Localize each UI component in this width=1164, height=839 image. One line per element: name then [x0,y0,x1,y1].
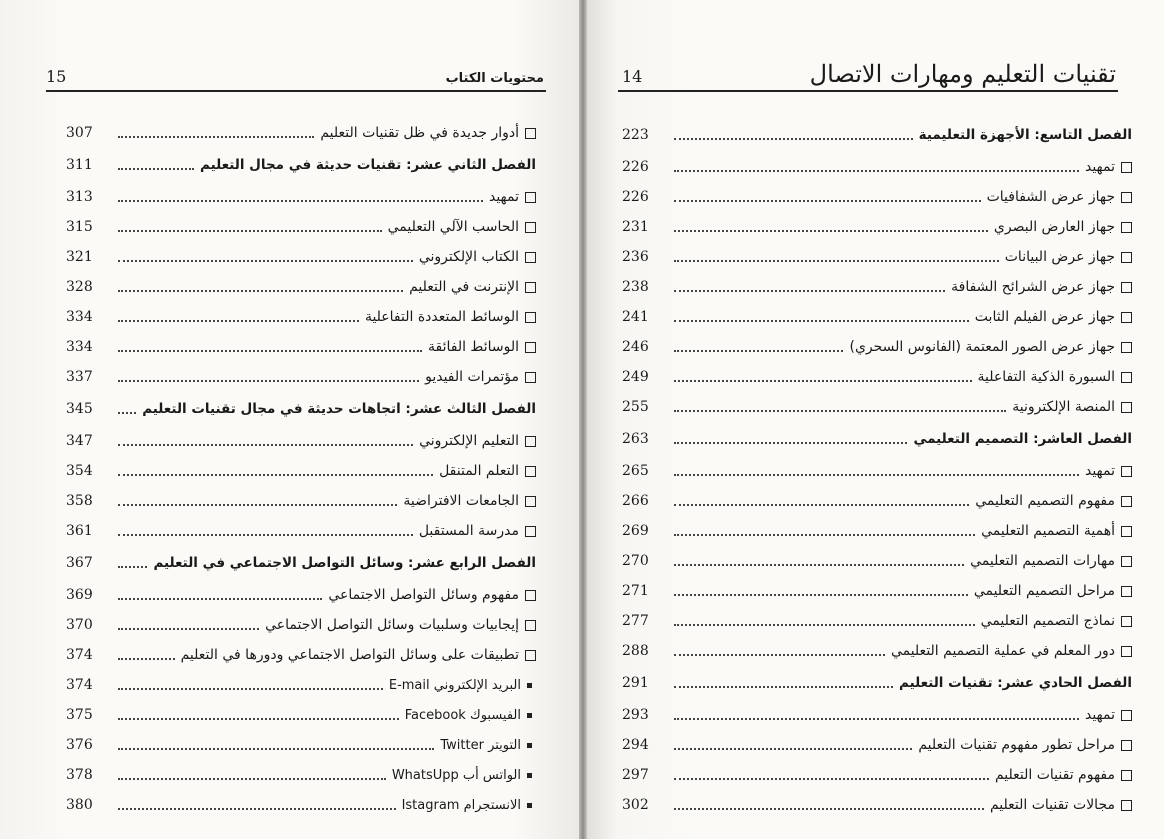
toc-entry-title: مفهوم وسائل التواصل الاجتماعي [328,587,519,603]
toc-entry-title: المنصة الإلكترونية [1012,399,1115,415]
toc-row [622,636,1132,666]
right-header [618,52,1118,92]
toc-entry-title: تمهيد [1084,707,1115,723]
toc-page-number: 263 [622,431,649,447]
toc-entry-title: الحاسب الآلي التعليمي [387,219,519,235]
dot-leader [674,594,968,596]
left-page-number: 15 [46,67,67,86]
toc-page-number: 226 [622,189,649,205]
checkbox-square-icon [525,466,536,477]
toc-entry [995,767,1132,783]
toc-entry [1085,463,1132,479]
toc-entry [1012,399,1132,415]
toc-entry [388,219,536,235]
toc-entry-title: إيجابيات وسلبيات وسائل التواصل الاجتماعي [265,617,519,633]
toc-page-number: 307 [66,125,93,141]
dot-leader [118,566,147,568]
toc-page-number: 334 [66,339,93,355]
dot-leader [674,138,913,140]
checkbox-square-icon [1121,342,1132,353]
toc-entry-title: السبورة الذكية التفاعلية [977,369,1115,385]
dot-leader [674,718,1079,720]
toc-row [622,576,1132,606]
dot-leader [118,412,136,414]
toc-page-number: 293 [622,707,649,723]
dot-leader [118,230,382,232]
checkbox-square-icon [525,650,536,661]
toc-row [66,212,536,242]
toc-page-number: 358 [66,493,93,509]
toc-entry [489,189,536,205]
toc-entry [981,523,1132,539]
toc-row [66,182,536,212]
toc-entry-title: مجالات تقنيات التعليم [989,797,1115,813]
toc-page-number: 328 [66,279,93,295]
toc-page-number: 369 [66,587,93,603]
toc-row [622,242,1132,272]
toc-entry-title: البريد الإلكتروني E-mail [388,677,521,693]
toc-entry-title: جهاز العارض البصري [993,219,1115,235]
toc-page-number: 311 [66,157,93,173]
dot-leader [118,504,397,506]
toc-entry [918,737,1132,753]
toc-row [622,760,1132,790]
toc-row [66,580,536,610]
toc-page-number: 313 [66,189,93,205]
checkbox-square-icon [1121,740,1132,751]
left-header [46,52,546,92]
dot-leader [674,442,907,444]
toc-page-number: 291 [622,675,649,691]
toc-page-number: 302 [622,797,649,813]
checkbox-square-icon [1121,710,1132,721]
toc-entry [951,279,1132,295]
right-page-number: 14 [622,67,643,86]
toc-row [66,790,536,820]
dot-leader [674,320,969,322]
toc-row [622,302,1132,332]
toc-chapter-row [66,392,536,426]
toc-row [66,760,536,790]
checkbox-square-icon [525,312,536,323]
toc-entry [365,309,536,325]
toc-entry [975,493,1132,509]
checkbox-square-icon [1121,162,1132,173]
bullet-square-icon [527,803,532,808]
toc-row [622,486,1132,516]
toc-row [622,700,1132,730]
toc-entry [153,555,536,571]
toc-row [622,362,1132,392]
toc-row [66,516,536,546]
toc-page-number: 270 [622,553,649,569]
toc-entry [974,583,1132,599]
toc-row [66,700,536,730]
toc-row [66,730,536,760]
dot-leader [674,534,975,536]
checkbox-square-icon [1121,192,1132,203]
checkbox-square-icon [1121,800,1132,811]
checkbox-square-icon [525,252,536,263]
toc-entry [899,675,1132,691]
toc-page-number: 277 [622,613,649,629]
toc-row [66,242,536,272]
toc-page-number: 241 [622,309,649,325]
checkbox-square-icon [1121,646,1132,657]
checkbox-square-icon [525,222,536,233]
toc-entry-title: مؤتمرات الفيديو [425,369,519,385]
checkbox-square-icon [1121,556,1132,567]
checkbox-square-icon [525,496,536,507]
checkbox-square-icon [525,128,536,139]
toc-row [622,332,1132,362]
checkbox-square-icon [1121,372,1132,383]
dot-leader [118,718,399,720]
toc-row [66,362,536,392]
toc-row [66,456,536,486]
toc-row [66,610,536,640]
toc-row [622,790,1132,820]
dot-leader [118,380,419,382]
toc-entry-title: الإنترنت في التعليم [409,279,519,295]
toc-entry-title: الفصل الرابع عشر: وسائل التواصل الاجتماعي في التعليم [153,555,536,571]
toc-entry [978,369,1132,385]
toc-entry [320,125,536,141]
toc-page-number: 226 [622,159,649,175]
left-toc [66,118,536,820]
toc-page-number: 238 [622,279,649,295]
toc-page-number: 380 [66,797,93,813]
toc-chapter-row [622,666,1132,700]
right-running-title: تقنيات التعليم ومهارات الاتصال [809,60,1116,88]
toc-row [66,332,536,362]
toc-page-number: 367 [66,555,93,571]
toc-page-number: 370 [66,617,93,633]
toc-page-number: 375 [66,707,93,723]
toc-entry-title: الفصل الحادي عشر: تقنيات التعليم [899,675,1132,691]
dot-leader [118,260,413,262]
dot-leader [674,380,972,382]
toc-page-number: 378 [66,767,93,783]
checkbox-square-icon [525,282,536,293]
dot-leader [118,778,386,780]
toc-entry [970,553,1132,569]
toc-entry-title: الجامعات الافتراضية [403,493,519,509]
toc-entry-title: الفصل التاسع: الأجهزة التعليمية [918,127,1132,143]
dot-leader [674,504,969,506]
toc-entry [328,587,536,603]
checkbox-square-icon [1121,586,1132,597]
dot-leader [674,230,988,232]
checkbox-square-icon [1121,282,1132,293]
dot-leader [118,320,359,322]
checkbox-square-icon [525,372,536,383]
toc-entry-title: جهاز عرض الصور المعتمة (الفانوس السحري) [849,339,1115,355]
toc-entry-title: تطبيقات على وسائل التواصل الاجتماعي ودورها في التعليم [180,647,519,663]
dot-leader [674,290,945,292]
toc-entry [389,678,536,693]
dot-leader [674,808,984,810]
toc-page-number: 266 [622,493,649,509]
right-toc [622,118,1132,820]
toc-entry [428,339,536,355]
toc-page-number: 347 [66,433,93,449]
dot-leader [674,170,1079,172]
dot-leader [674,410,1006,412]
bullet-square-icon [527,713,532,718]
toc-entry-title: الفصل الثالث عشر: اتجاهات حديثة في مجال تقنيات التعليم [142,401,536,417]
toc-row [66,640,536,670]
toc-entry [265,617,536,633]
toc-entry-title: الوسائط الفائقة [427,339,519,355]
toc-page-number: 231 [622,219,649,235]
dot-leader [118,628,259,630]
toc-entry [409,279,536,295]
toc-row [66,302,536,332]
dot-leader [118,748,434,750]
checkbox-square-icon [1121,770,1132,781]
checkbox-square-icon [1121,496,1132,507]
checkbox-square-icon [1121,312,1132,323]
toc-page-number: 376 [66,737,93,753]
toc-entry [392,768,536,783]
toc-entry-title: التعليم الإلكتروني [419,433,519,449]
toc-entry [200,157,536,173]
dot-leader [118,658,175,660]
toc-row [622,152,1132,182]
toc-entry [987,189,1132,205]
toc-entry [849,339,1132,355]
toc-row [622,516,1132,546]
toc-page-number: 321 [66,249,93,265]
dot-leader [674,778,989,780]
book-gutter [579,0,587,839]
toc-chapter-row [66,546,536,580]
toc-row [622,606,1132,636]
toc-entry-title: الانستجرام Istagram [401,797,521,813]
checkbox-square-icon [525,526,536,537]
toc-entry-title: نماذج التصميم التعليمي [980,613,1115,629]
toc-entry [891,643,1132,659]
dot-leader [674,260,999,262]
toc-page-number: 337 [66,369,93,385]
toc-entry-title: الفيسبوك Facebook [404,707,521,723]
dot-leader [118,136,314,138]
toc-row [622,392,1132,422]
dot-leader [674,474,1079,476]
dot-leader [118,444,413,446]
dot-leader [674,200,981,202]
toc-row [622,456,1132,486]
dot-leader [118,598,322,600]
left-running-title: محتويات الكتاب [445,71,544,86]
dot-leader [674,686,893,688]
dot-leader [674,654,885,656]
toc-entry-title: جهاز عرض الشفافيات [986,189,1115,205]
checkbox-square-icon [525,436,536,447]
toc-entry [419,433,536,449]
bullet-square-icon [527,743,532,748]
toc-page-number: 269 [622,523,649,539]
dot-leader [118,290,403,292]
toc-row [622,272,1132,302]
toc-row [66,426,536,456]
checkbox-square-icon [1121,526,1132,537]
toc-chapter-row [66,148,536,182]
toc-entry [981,613,1132,629]
toc-row [622,212,1132,242]
toc-entry-title: جهاز عرض الفيلم الثابت [974,309,1115,325]
toc-entry-title: الفصل الثاني عشر: تقنيات حديثة في مجال التعليم [200,157,536,173]
toc-page-number: 374 [66,647,93,663]
toc-entry [975,309,1132,325]
toc-row [66,486,536,516]
dot-leader [118,534,413,536]
dot-leader [118,168,194,170]
toc-page-number: 271 [622,583,649,599]
dot-leader [118,350,422,352]
toc-entry [919,127,1132,143]
dot-leader [674,748,912,750]
right-page [582,0,1164,839]
dot-leader [118,200,483,202]
toc-entry [181,647,536,663]
toc-entry-title: مدرسة المستقبل [418,523,519,539]
toc-entry-title: التعلم المتنقل [439,463,519,479]
dot-leader [118,688,383,690]
toc-page-number: 345 [66,401,93,417]
dot-leader [674,350,843,352]
toc-entry-title: أهمية التصميم التعليمي [981,523,1115,539]
toc-chapter-row [622,422,1132,456]
checkbox-square-icon [525,192,536,203]
toc-entry-title: التويتر Twitter [440,737,521,753]
toc-page-number: 374 [66,677,93,693]
toc-page-number: 249 [622,369,649,385]
toc-entry [990,797,1132,813]
toc-entry [1085,159,1132,175]
toc-page-number: 294 [622,737,649,753]
bullet-square-icon [527,683,532,688]
toc-entry-title: الفصل العاشر: التصميم التعليمي [913,431,1132,447]
checkbox-square-icon [525,342,536,353]
toc-page-number: 315 [66,219,93,235]
toc-row [66,272,536,302]
toc-row [66,118,536,148]
toc-entry-title: جهاز عرض البيانات [1004,249,1115,265]
toc-page-number: 354 [66,463,93,479]
toc-chapter-row [622,118,1132,152]
toc-entry [1085,707,1132,723]
bullet-square-icon [527,773,532,778]
toc-entry-title: تمهيد [1084,159,1115,175]
toc-entry [402,798,536,813]
toc-row [66,670,536,700]
toc-entry [439,463,536,479]
toc-entry [913,431,1132,447]
toc-page-number: 288 [622,643,649,659]
toc-entry-title: تمهيد [488,189,519,205]
toc-entry [425,369,536,385]
toc-entry-title: مفهوم تقنيات التعليم [994,767,1115,783]
toc-entry-title: مراحل تطور مفهوم تقنيات التعليم [918,737,1115,753]
toc-page-number: 223 [622,127,649,143]
toc-entry-title: مفهوم التصميم التعليمي [975,493,1115,509]
toc-entry-title: مراحل التصميم التعليمي [973,583,1115,599]
toc-entry-title: أدوار جديدة في ظل تقنيات التعليم [320,125,519,141]
toc-entry-title: دور المعلم في عملية التصميم التعليمي [890,643,1115,659]
toc-entry-title: الكتاب الإلكتروني [418,249,519,265]
toc-page-number: 361 [66,523,93,539]
checkbox-square-icon [1121,402,1132,413]
toc-row [622,730,1132,760]
toc-entry-title: جهاز عرض الشرائح الشفافة [951,279,1115,295]
toc-entry-title: تمهيد [1084,463,1115,479]
dot-leader [674,624,975,626]
toc-row [622,182,1132,212]
toc-entry [419,523,536,539]
toc-page-number: 246 [622,339,649,355]
checkbox-square-icon [1121,252,1132,263]
toc-entry [994,219,1132,235]
toc-entry-title: مهارات التصميم التعليمي [970,553,1115,569]
toc-page-number: 236 [622,249,649,265]
dot-leader [118,474,433,476]
toc-page-number: 297 [622,767,649,783]
checkbox-square-icon [525,620,536,631]
checkbox-square-icon [1121,466,1132,477]
toc-entry-title: الواتس أب WhatsUpp [391,767,521,783]
dot-leader [118,808,396,810]
toc-page-number: 334 [66,309,93,325]
toc-row [622,546,1132,576]
toc-page-number: 255 [622,399,649,415]
checkbox-square-icon [525,590,536,601]
toc-entry [405,708,536,723]
toc-page-number: 265 [622,463,649,479]
dot-leader [674,564,964,566]
toc-entry [440,738,536,753]
toc-entry [142,401,536,417]
toc-entry-title: الوسائط المتعددة التفاعلية [364,309,519,325]
checkbox-square-icon [1121,222,1132,233]
toc-entry [419,249,536,265]
toc-entry [403,493,536,509]
toc-entry [1005,249,1132,265]
checkbox-square-icon [1121,616,1132,627]
